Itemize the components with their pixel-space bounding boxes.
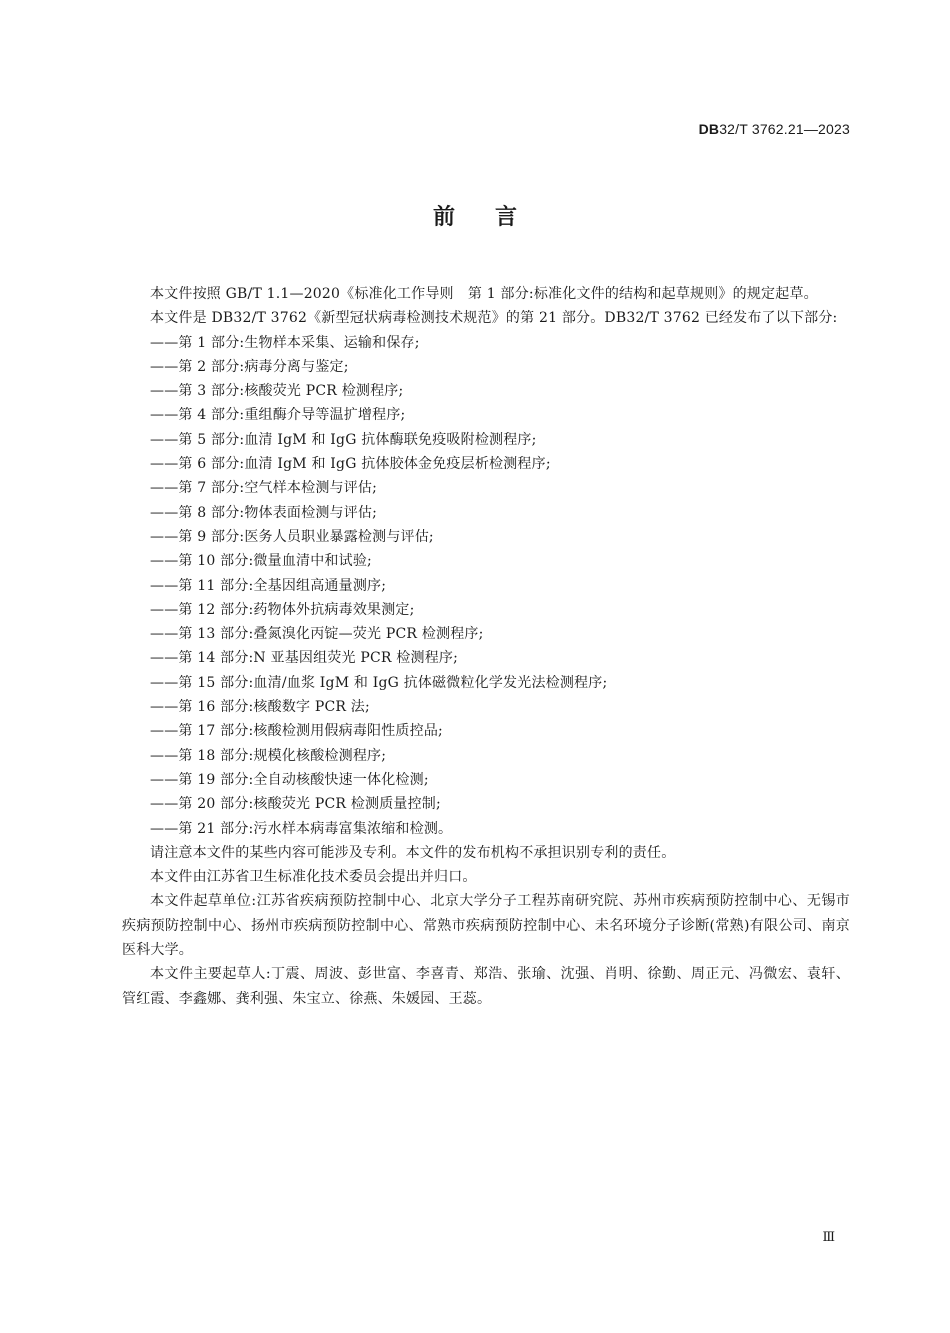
patent-notice: 请注意本文件的某些内容可能涉及专利。本文件的发布机构不承担识别专利的责任。 [150, 844, 676, 861]
list-item: ——第 1 部分:生物样本采集、运输和保存; [150, 334, 420, 351]
list-item: ——第 2 部分:病毒分离与鉴定; [150, 358, 349, 375]
intro-paragraph: 本文件按照 GB/T 1.1—2020《标准化工作导则 第 1 部分:标准化文件的结构和起草规则》的规定起草。 [150, 286, 818, 302]
list-item: ——第 16 部分:核酸数字 PCR 法; [150, 699, 370, 716]
page-title: 前言 [432, 205, 557, 230]
drafting-units: 本文件起草单位:江苏省疾病预防控制中心、北京大学分子工程苏南研究院、苏州市疾病预防控制中心、无锡市疾病预防控制中心、扬州市疾病预防控制中心、常熟市疾病预防控制中心、未名环境分子诊断(常熟)有限公司、南京医科大学。 [122, 893, 850, 959]
list-item: ——第 8 部分:物体表面检测与评估; [150, 504, 378, 521]
drafters: 本文件主要起草人:丁震、周波、彭世富、李喜青、郑浩、张瑜、沈强、肖明、徐勤、周正元、冯微宏、袁轩、管红霞、李鑫娜、龚利强、朱宝立、徐燕、朱媛园、王蕊。 [122, 966, 850, 1007]
list-item: ——第 12 部分:药物体外抗病毒效果测定; [150, 601, 415, 618]
document-body [122, 282, 850, 1011]
page-number: Ⅲ [822, 1230, 835, 1245]
list-item: ——第 18 部分:规模化核酸检测程序; [150, 747, 387, 764]
document-code-number: 32/T 3762.21—2023 [719, 121, 850, 137]
list-item: ——第 7 部分:空气样本检测与评估; [150, 480, 378, 497]
list-item: ——第 20 部分:核酸荧光 PCR 检测质量控制; [150, 796, 441, 813]
list-item: ——第 6 部分:血清 IgM 和 IgG 抗体胶体金免疫层析检测程序; [150, 456, 551, 473]
document-code [699, 121, 850, 137]
list-item: ——第 10 部分:微量血清中和试验; [150, 553, 372, 570]
list-item: ——第 5 部分:血清 IgM 和 IgG 抗体酶联免疫吸附检测程序; [150, 431, 537, 448]
proposer-statement: 本文件由江苏省卫生标准化技术委员会提出并归口。 [150, 869, 477, 886]
intro-paragraph: 本文件是 DB32/T 3762《新型冠状病毒检测技术规范》的第 21 部分。DB32/T 3762 已经发布了以下部分: [150, 310, 838, 327]
list-item: ——第 4 部分:重组酶介导等温扩增程序; [150, 407, 406, 424]
document-code-prefix: DB [698, 121, 720, 137]
list-item: ——第 11 部分:全基因组高通量测序; [150, 577, 387, 594]
list-item: ——第 15 部分:血清/血浆 IgM 和 IgG 抗体磁微粒化学发光法检测程序; [150, 674, 608, 691]
list-item: ——第 17 部分:核酸检测用假病毒阳性质控品; [150, 723, 443, 740]
list-item: ——第 3 部分:核酸荧光 PCR 检测程序; [150, 383, 404, 400]
list-item: ——第 9 部分:医务人员职业暴露检测与评估; [150, 528, 434, 545]
list-item: ——第 14 部分:N 亚基因组荧光 PCR 检测程序; [150, 650, 459, 667]
list-item: ——第 21 部分:污水样本病毒富集浓缩和检测。 [150, 820, 453, 837]
parts-list [122, 331, 850, 841]
list-item: ——第 19 部分:全自动核酸快速一体化检测; [150, 771, 429, 788]
list-item: ——第 13 部分:叠氮溴化丙锭—荧光 PCR 检测程序; [150, 626, 484, 643]
